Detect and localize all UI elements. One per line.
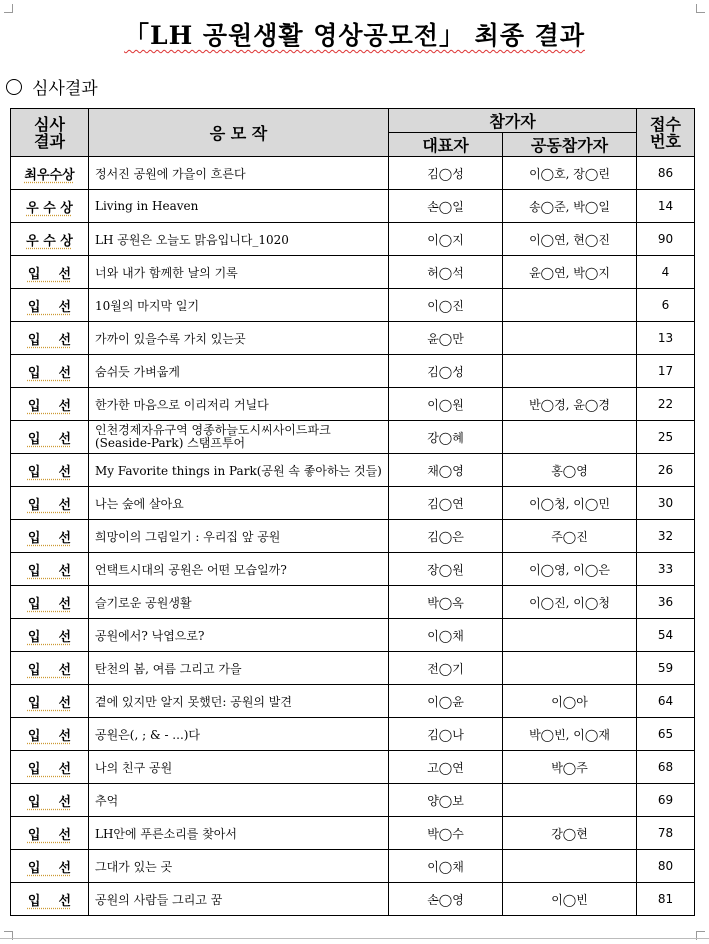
representative-cell: 전◯기 — [389, 652, 503, 685]
entry-cell: 그대가 있는 곳 — [89, 850, 389, 883]
result-cell: 입 선 — [11, 388, 89, 421]
entry-number-cell: 14 — [637, 190, 695, 223]
table-row — [11, 685, 695, 718]
result-cell: 입 선 — [11, 289, 89, 322]
table-row — [11, 421, 695, 454]
representative-cell: 이◯지 — [389, 223, 503, 256]
table-row — [11, 751, 695, 784]
entry-cell: 나의 친구 공원 — [89, 751, 389, 784]
entry-number-cell: 4 — [637, 256, 695, 289]
section-heading — [6, 74, 98, 99]
result-cell: 입 선 — [11, 718, 89, 751]
representative-cell: 채◯영 — [389, 454, 503, 487]
table-header — [11, 109, 695, 157]
result-cell: 입 선 — [11, 454, 89, 487]
entry-cell: 슬기로운 공원생활 — [89, 586, 389, 619]
section-label: 심사결과 — [32, 79, 98, 99]
entry-number-cell: 17 — [637, 355, 695, 388]
entry-number-cell: 78 — [637, 817, 695, 850]
representative-cell: 강◯혜 — [389, 421, 503, 454]
representative-cell: 김◯성 — [389, 157, 503, 190]
result-cell: 입 선 — [11, 586, 89, 619]
page-bottom-rule — [0, 938, 709, 939]
representative-cell: 김◯나 — [389, 718, 503, 751]
page-corner-mark — [4, 4, 13, 13]
co-participants-cell: 박◯주 — [503, 751, 637, 784]
co-participants-cell — [503, 784, 637, 817]
result-cell: 입 선 — [11, 322, 89, 355]
header-entry: 응 모 작 — [89, 109, 389, 157]
entry-number-cell: 90 — [637, 223, 695, 256]
entry-number-cell: 26 — [637, 454, 695, 487]
entry-number-cell: 59 — [637, 652, 695, 685]
result-cell: 입 선 — [11, 883, 89, 916]
result-cell: 우 수 상 — [11, 190, 89, 223]
result-cell: 우 수 상 — [11, 223, 89, 256]
entry-number-cell: 69 — [637, 784, 695, 817]
entry-cell: 나는 숲에 살아요 — [89, 487, 389, 520]
entry-number-cell: 54 — [637, 619, 695, 652]
table-row — [11, 883, 695, 916]
entry-cell: 가까이 있을수록 가치 있는곳 — [89, 322, 389, 355]
co-participants-cell: 이◯빈 — [503, 883, 637, 916]
entry-cell: 너와 내가 함께한 날의 기록 — [89, 256, 389, 289]
co-participants-cell — [503, 322, 637, 355]
entry-cell: 인천경제자유구역 영종하늘도시씨사이드파크 (Seaside-Park) 스탬프투어 — [89, 421, 389, 454]
representative-cell: 손◯일 — [389, 190, 503, 223]
representative-cell: 김◯연 — [389, 487, 503, 520]
result-cell: 입 선 — [11, 487, 89, 520]
co-participants-cell — [503, 421, 637, 454]
representative-cell: 이◯진 — [389, 289, 503, 322]
entry-number-cell: 86 — [637, 157, 695, 190]
entry-number-cell: 80 — [637, 850, 695, 883]
entry-number-cell: 33 — [637, 553, 695, 586]
co-participants-cell: 강◯현 — [503, 817, 637, 850]
table-row — [11, 487, 695, 520]
entry-cell: 10월의 마지막 일기 — [89, 289, 389, 322]
co-participants-cell — [503, 355, 637, 388]
result-cell: 입 선 — [11, 784, 89, 817]
table-row — [11, 322, 695, 355]
entry-number-cell: 36 — [637, 586, 695, 619]
representative-cell: 박◯수 — [389, 817, 503, 850]
result-cell: 입 선 — [11, 421, 89, 454]
representative-cell: 장◯원 — [389, 553, 503, 586]
co-participants-cell: 이◯영, 이◯은 — [503, 553, 637, 586]
result-cell: 입 선 — [11, 685, 89, 718]
result-cell: 입 선 — [11, 553, 89, 586]
table-row — [11, 586, 695, 619]
entry-cell: Living in Heaven — [89, 190, 389, 223]
co-participants-cell: 이◯연, 현◯진 — [503, 223, 637, 256]
table-row — [11, 553, 695, 586]
entry-number-cell: 81 — [637, 883, 695, 916]
entry-number-cell: 65 — [637, 718, 695, 751]
table-row — [11, 652, 695, 685]
representative-cell: 이◯채 — [389, 850, 503, 883]
table-row — [11, 190, 695, 223]
result-cell: 최우수상 — [11, 157, 89, 190]
table-row — [11, 223, 695, 256]
table-row — [11, 784, 695, 817]
header-result: 심사 결과 — [11, 109, 89, 157]
table-row — [11, 256, 695, 289]
entry-number-cell: 25 — [637, 421, 695, 454]
entry-cell: My Favorite things in Park(공원 속 좋아하는 것들) — [89, 454, 389, 487]
representative-cell: 박◯옥 — [389, 586, 503, 619]
table-row — [11, 520, 695, 553]
table-row — [11, 157, 695, 190]
entry-cell: 정서진 공원에 가을이 흐른다 — [89, 157, 389, 190]
circle-bullet-icon — [6, 79, 22, 95]
entry-cell: 언택트시대의 공원은 어떤 모습일까? — [89, 553, 389, 586]
entry-cell: 추억 — [89, 784, 389, 817]
table-row — [11, 355, 695, 388]
entry-cell: 공원에서? 낙엽으로? — [89, 619, 389, 652]
representative-cell: 이◯원 — [389, 388, 503, 421]
entry-number-cell: 6 — [637, 289, 695, 322]
co-participants-cell: 이◯아 — [503, 685, 637, 718]
result-cell: 입 선 — [11, 850, 89, 883]
header-co-participants: 공동참가자 — [503, 133, 637, 157]
entry-number-cell: 32 — [637, 520, 695, 553]
table-row — [11, 454, 695, 487]
representative-cell: 이◯채 — [389, 619, 503, 652]
table-row — [11, 289, 695, 322]
co-participants-cell: 송◯준, 박◯일 — [503, 190, 637, 223]
document-title: 「LH 공원생활 영상공모전」 최종 결과 — [124, 21, 585, 50]
entry-number-cell: 13 — [637, 322, 695, 355]
entry-cell: 희망이의 그림일기 : 우리집 앞 공원 — [89, 520, 389, 553]
entry-cell: 공원은(, ; & - ...)다 — [89, 718, 389, 751]
table-body — [11, 157, 695, 916]
result-cell: 입 선 — [11, 520, 89, 553]
entry-cell: LH 공원은 오늘도 맑음입니다_1020 — [89, 223, 389, 256]
representative-cell: 양◯보 — [389, 784, 503, 817]
result-cell: 입 선 — [11, 355, 89, 388]
co-participants-cell — [503, 289, 637, 322]
entry-number-cell: 22 — [637, 388, 695, 421]
entry-number-cell: 64 — [637, 685, 695, 718]
entry-cell: LH안에 푸른소리를 찾아서 — [89, 817, 389, 850]
representative-cell: 김◯성 — [389, 355, 503, 388]
table-row — [11, 817, 695, 850]
representative-cell: 윤◯만 — [389, 322, 503, 355]
entry-number-cell: 30 — [637, 487, 695, 520]
co-participants-cell: 이◯청, 이◯민 — [503, 487, 637, 520]
representative-cell: 손◯영 — [389, 883, 503, 916]
table-row — [11, 718, 695, 751]
co-participants-cell — [503, 850, 637, 883]
header-participants: 참가자 — [389, 109, 637, 133]
co-participants-cell: 박◯빈, 이◯재 — [503, 718, 637, 751]
co-participants-cell: 주◯진 — [503, 520, 637, 553]
co-participants-cell: 홍◯영 — [503, 454, 637, 487]
result-cell: 입 선 — [11, 817, 89, 850]
page-corner-mark — [696, 4, 705, 13]
representative-cell: 허◯석 — [389, 256, 503, 289]
result-cell: 입 선 — [11, 619, 89, 652]
table-row — [11, 850, 695, 883]
result-cell: 입 선 — [11, 652, 89, 685]
entry-cell: 탄천의 봄, 여름 그리고 가을 — [89, 652, 389, 685]
header-number: 접수 번호 — [637, 109, 695, 157]
co-participants-cell — [503, 619, 637, 652]
entry-number-cell: 68 — [637, 751, 695, 784]
co-participants-cell: 반◯경, 윤◯경 — [503, 388, 637, 421]
representative-cell: 이◯윤 — [389, 685, 503, 718]
results-table — [10, 108, 695, 916]
table-row — [11, 388, 695, 421]
header-representative: 대표자 — [389, 133, 503, 157]
representative-cell: 김◯은 — [389, 520, 503, 553]
entry-cell: 공원의 사람들 그리고 꿈 — [89, 883, 389, 916]
table-row — [11, 619, 695, 652]
co-participants-cell: 이◯진, 이◯청 — [503, 586, 637, 619]
co-participants-cell: 이◯호, 장◯린 — [503, 157, 637, 190]
co-participants-cell — [503, 652, 637, 685]
result-cell: 입 선 — [11, 256, 89, 289]
entry-cell: 숨쉬듯 가벼웁게 — [89, 355, 389, 388]
co-participants-cell: 윤◯연, 박◯지 — [503, 256, 637, 289]
entry-cell: 곁에 있지만 알지 못했던: 공원의 발견 — [89, 685, 389, 718]
representative-cell: 고◯연 — [389, 751, 503, 784]
entry-cell: 한가한 마음으로 이리저리 거닐다 — [89, 388, 389, 421]
result-cell: 입 선 — [11, 751, 89, 784]
